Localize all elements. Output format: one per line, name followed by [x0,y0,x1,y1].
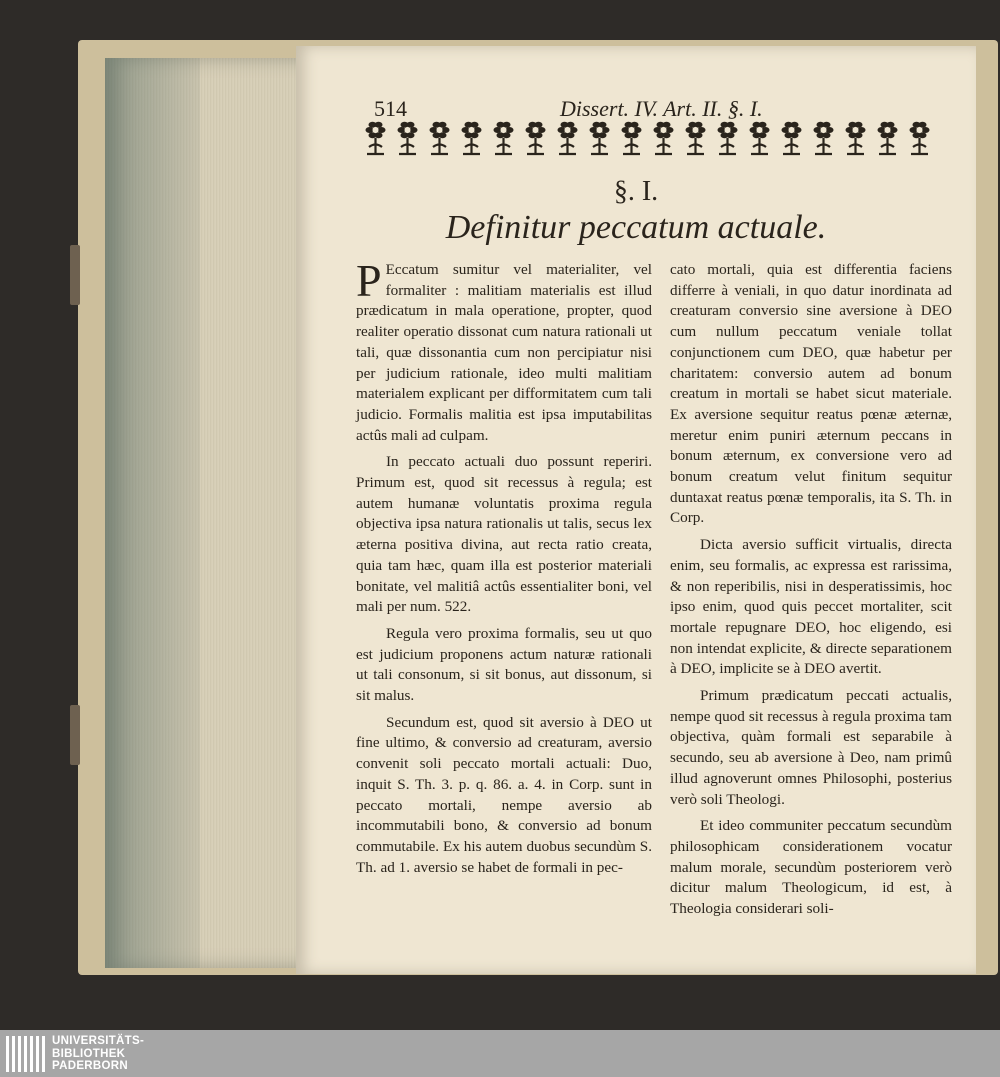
clasp-upper [70,245,80,305]
page-block-edges [105,58,305,968]
paragraph: Regula vero proxima formalis, seu ut quo est judicium proponens actum naturæ rationali ut tali consonum, si sit bonus, aut dissonum, si sit malus. [356,624,652,705]
floral-rosette-icon [776,114,807,160]
logo-line: BIBLIOTHEK [52,1047,126,1060]
paragraph: cato mortali, quia est differentia faciens differre à veniali, in quo datur inordinata ad creaturam conversio sine aversione à DEO cum nullum peccatum veniale tollat conjunctionem cum DEO, quæ habetur per charitatem: conversio autem ad bonum creatum in mortali se habet sicut materiale. Ex aversione sequitur reatus pœnæ æternæ, meretur enim puniri æternum peccans in bonum æternum, ex conversione vero ad bonum creatum velut finitum sequitur duntaxat reatus pœnæ temporalis, ita S. Th. in Corp. [670,261,952,527]
floral-rosette-icon [872,114,903,160]
floral-rosette-icon [584,114,615,160]
paragraph: In peccato actuali duo possunt reperiri. Primum est, quod sit recessus à regula; est autem humanæ voluntatis proxima regula objectiva ipsa natura rationalis ut talis, secus lex æterna positiva divina, aut recta ratio creata, quia tam hæc, quam illa est posterior materiali bonitate, vel malitiâ actûs essentialiter boni, vel mali per num. 522. [356,453,652,616]
paragraph [356,255,652,446]
page-number: 514 [374,96,407,121]
text-column-left [356,255,652,884]
paragraph: Dicta aversio sufficit virtualis, directa enim, seu formalis, ac expressa est rarissima, & non reperibilis, nisi in desperatissimis, hoc ipso enim, quod quis peccet mortaliter, scit mortale repugnare DEO, hoc eligendo, esi non intendat explicite, & directe separationem à DEO, implicite se à DEO avertit. [670,536,952,678]
floral-rosette-icon [648,114,679,160]
logo-line: PADERBORN [52,1060,128,1072]
section-mark: §. I. [613,176,659,207]
floral-rosette-icon [840,114,871,160]
paragraph-text: Eccatum sumitur vel materialiter, vel formaliter : malitiam materialis est illud prædicatum in mala operatione, propter, quod realiter operatio dissonat cum natura rationali ut tali, quæ dissonantia cum non percipiatur nisi per judicium rationale, ideo multi malitiam materialem explicant per difformitatem cum tali judicio. Formalis malitia est ipsa imputabilitas actûs mali ad culpam. [356,261,652,444]
library-logo-icon [6,1036,46,1072]
floral-rosette-icon [360,114,391,160]
paragraph: Et ideo communiter peccatum secundùm philosophicam considerationem vocatur malum morale, secundùm posteriorem verò dicitur malum Theologicum, id est, à Theologia considerari soli- [670,817,952,918]
floral-rosette-icon [808,114,839,160]
logo-line: UNIVERSITÄTS- [52,1035,145,1047]
clasp-lower [70,705,80,765]
floral-rosette-icon [712,114,743,160]
floral-rosette-icon [520,114,551,160]
book-page [296,46,976,974]
edge-stain [105,58,200,968]
floral-rosette-icon [904,114,935,160]
floral-rosette-icon [552,114,583,160]
paragraph: Secundum est, quod sit aversio à DEO ut fine ultimo, & conversio ad creaturam, aversio convenit soli peccato mortali actuali: Duo, inquit S. Th. 3. p. q. 86. a. 4. in Corp. sunt in peccato mortali, nempe aversio ab incommutabili bono, & conversio ad bonum commutabile. Ex his autem duobus secundùm S. Th. ad 1. aversio se habet de formali in pec- [356,713,652,876]
text-column-right [670,260,952,926]
floral-rosette-icon [744,114,775,160]
paragraph: Primum prædicatum peccati actualis, nempe quod sit recessus à regula proxima tam objectiva, quàm formali est separabile à secundo, seu ab aversione à Deo, nam primû illud agnoverunt omnes Philosophi, posterius verò soli Theologi. [670,687,952,808]
floral-rosette-icon [488,114,519,160]
floral-rosette-icon [680,114,711,160]
library-footer-bar [0,1030,1000,1077]
floral-rosette-icon [424,114,455,160]
floral-rosette-icon [616,114,647,160]
library-logo-text [52,1035,144,1073]
section-title: Definitur peccatum actuale. [445,209,827,246]
floral-rosette-icon [456,114,487,160]
drop-cap: P [356,255,382,306]
floral-rosette-icon [392,114,423,160]
running-title: Dissert. IV. Art. II. §. I. [560,96,763,121]
floral-ornament-band [360,114,950,162]
